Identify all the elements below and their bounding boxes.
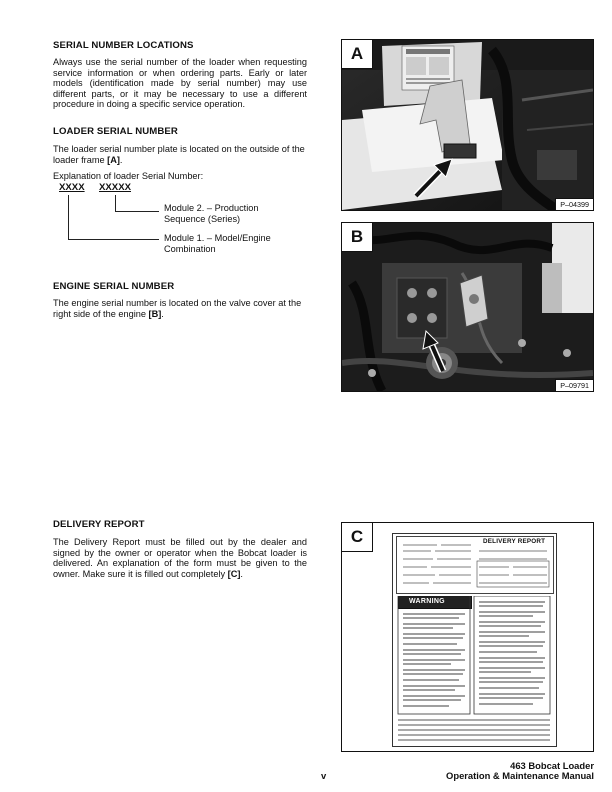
loader-serial-number-text: The loader serial number plate is located on the outside of the loader frame [A]. — [53, 144, 305, 165]
engine-valve-cover-photo-illustration — [342, 223, 593, 391]
serial-explanation-label: Explanation of loader Serial Number: — [53, 171, 204, 181]
serial-module-2-code: XXXXX — [99, 182, 131, 193]
module-2-connector-horizontal — [115, 211, 159, 212]
figure-b-code: P–09791 — [555, 379, 593, 391]
manual-title: 463 Bobcat Loader Operation & Maintenance Manual — [446, 760, 594, 781]
module-1-connector-horizontal — [68, 239, 159, 240]
delivery-report-heading: DELIVERY REPORT — [53, 519, 145, 530]
form-body-text-illustration — [393, 596, 556, 746]
figure-c-label: C — [342, 523, 373, 552]
serial-number-locations-heading: SERIAL NUMBER LOCATIONS — [53, 40, 194, 51]
figure-b-label: B — [342, 223, 373, 252]
figure-b-reference: [B] — [148, 308, 162, 319]
warning-label: WARNING — [409, 598, 445, 605]
form-field-lines-illustration — [397, 537, 553, 593]
engine-serial-number-text: The engine serial number is located on the valve cover at the right side of the engine [B]. — [53, 298, 302, 319]
delivery-report-form-title: DELIVERY REPORT — [483, 538, 546, 545]
module-1-description: Module 1. – Model/Engine Combination — [164, 233, 271, 254]
engine-serial-number-heading: ENGINE SERIAL NUMBER — [53, 281, 175, 292]
figure-b-photo — [341, 222, 594, 392]
figure-c-delivery-report-form — [341, 522, 594, 752]
delivery-report-sheet — [392, 533, 557, 747]
figure-a-label: A — [342, 40, 373, 69]
loader-serial-number-heading: LOADER SERIAL NUMBER — [53, 126, 178, 137]
delivery-report-form-box — [396, 536, 554, 594]
figure-c-reference: [C] — [227, 568, 241, 579]
module-2-connector-vertical — [115, 195, 116, 212]
serial-number-locations-text: Always use the serial number of the loader when requesting service information or when ordering parts. Early or later models (identification made by serial number) may use different parts, or it may be necessary to use a different procedure in doing a specific service operation. — [53, 57, 307, 110]
figure-a-reference: [A] — [107, 154, 120, 165]
page-number: v — [321, 770, 327, 781]
serial-module-1-code: XXXX — [59, 182, 85, 193]
loader-frame-photo-illustration — [342, 40, 593, 210]
figure-a-code: P–04399 — [555, 198, 593, 210]
module-2-description: Module 2. – Production Sequence (Series) — [164, 203, 259, 224]
figure-a-photo — [341, 39, 594, 211]
module-1-connector-vertical — [68, 195, 69, 240]
delivery-report-text: The Delivery Report must be filled out by the dealer and signed by the owner or operator when the Bobcat loader is delivered. An explanation of the form must be given to the owner. Make sure it is filled out completely [C]. — [53, 537, 307, 579]
